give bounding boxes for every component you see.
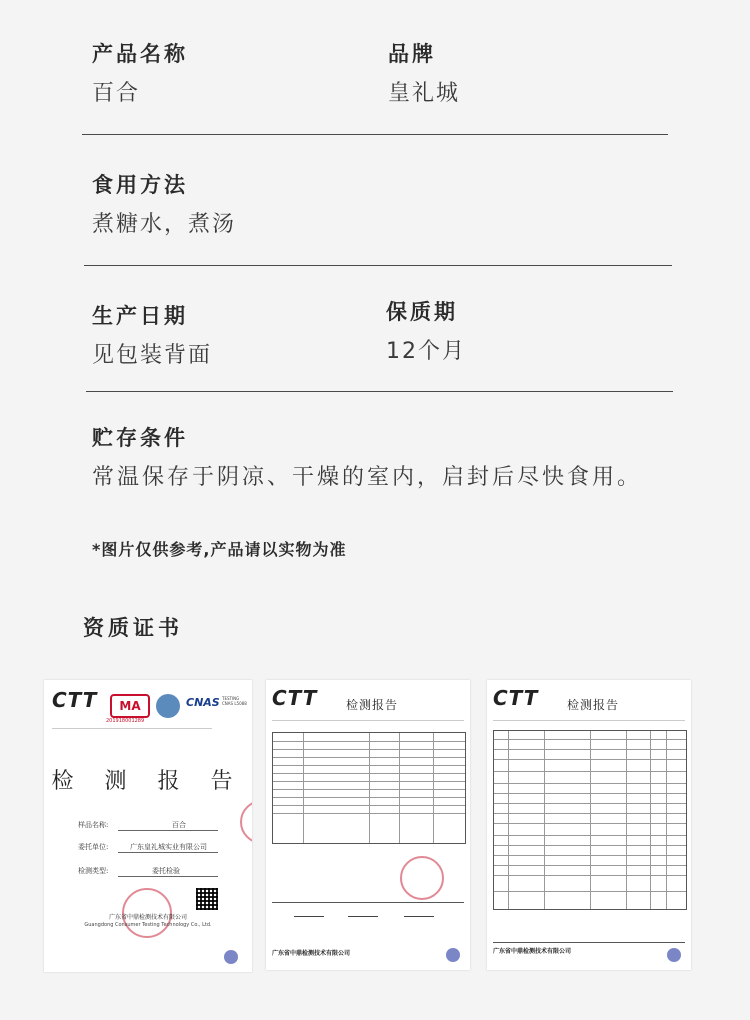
badge-icon	[446, 948, 460, 962]
product-name-value: 百合	[92, 81, 141, 106]
cnas-logo: CNAS	[186, 696, 220, 709]
side-stamp	[240, 800, 252, 844]
certificates-title: 资质证书	[83, 616, 183, 640]
ctt-logo: CTT	[52, 688, 98, 712]
badge-icon	[667, 948, 681, 962]
usage-label: 食用方法	[92, 173, 188, 197]
ctt-logo: CTT	[272, 686, 318, 710]
results-table	[493, 730, 687, 910]
red-stamp	[400, 856, 444, 900]
field-underline	[118, 876, 218, 877]
client-value: 广东皇礼城实业有限公司	[130, 843, 207, 851]
qr-code-icon	[196, 888, 218, 910]
storage-value: 常温保存于阴凉、干燥的室内，启封后尽快食用。	[92, 465, 643, 490]
sample-value: 百合	[172, 821, 186, 829]
header-line	[493, 720, 685, 721]
divider	[84, 265, 672, 266]
brand-value: 皇礼城	[388, 81, 461, 106]
disclaimer-note: *图片仅供参考,产品请以实物为准	[92, 540, 347, 559]
badge-icon	[224, 950, 238, 964]
signature	[404, 908, 434, 917]
brand-label: 品牌	[388, 42, 436, 66]
product-name-label: 产品名称	[92, 42, 188, 66]
company-cn: 广东省中鼎检测技术有限公司	[108, 914, 187, 921]
report-table	[272, 732, 466, 844]
field-underline	[118, 852, 218, 853]
production-date-value: 见包装背面	[92, 343, 213, 368]
signature-line	[272, 902, 464, 903]
signature	[348, 908, 378, 917]
storage-label: 贮存条件	[92, 426, 188, 450]
report-cover-title: 检 测 报 告	[51, 769, 245, 794]
report-title: 检测报告	[346, 698, 399, 712]
footer-company: 广东省中鼎检测技术有限公司	[493, 948, 572, 955]
usage-value: 煮糖水，煮汤	[92, 212, 237, 237]
ilac-mra-icon	[156, 694, 180, 718]
company-en: Guangdong Consumer Testing Technology Co., Ltd.	[84, 922, 212, 928]
footer-line	[493, 942, 685, 943]
certificate-report-page-2[interactable]	[487, 680, 691, 970]
header-line	[272, 720, 464, 721]
field-underline	[118, 830, 218, 831]
type-value: 委托检验	[152, 867, 180, 875]
cma-logo: MA	[110, 694, 150, 718]
footer-company: 广东省中鼎检测技术有限公司	[272, 950, 351, 957]
divider	[86, 391, 673, 392]
shelf-life-value: 12个月	[386, 339, 466, 364]
certificate-report-page-1[interactable]	[266, 680, 470, 970]
report-title: 检测报告	[567, 698, 620, 712]
divider	[82, 134, 668, 135]
cma-number: 201918001289	[106, 718, 145, 724]
production-date-label: 生产日期	[92, 304, 188, 328]
ctt-logo: CTT	[493, 686, 539, 710]
certificate-cover[interactable]	[44, 680, 252, 972]
header-line	[52, 728, 212, 729]
sample-label: 样品名称:	[78, 821, 109, 829]
shelf-life-label: 保质期	[386, 300, 458, 324]
type-label: 检测类型:	[78, 867, 109, 875]
client-label: 委托单位:	[78, 843, 109, 851]
cnas-sub: TESTING CNAS L5088	[222, 696, 247, 706]
signature	[294, 908, 324, 917]
